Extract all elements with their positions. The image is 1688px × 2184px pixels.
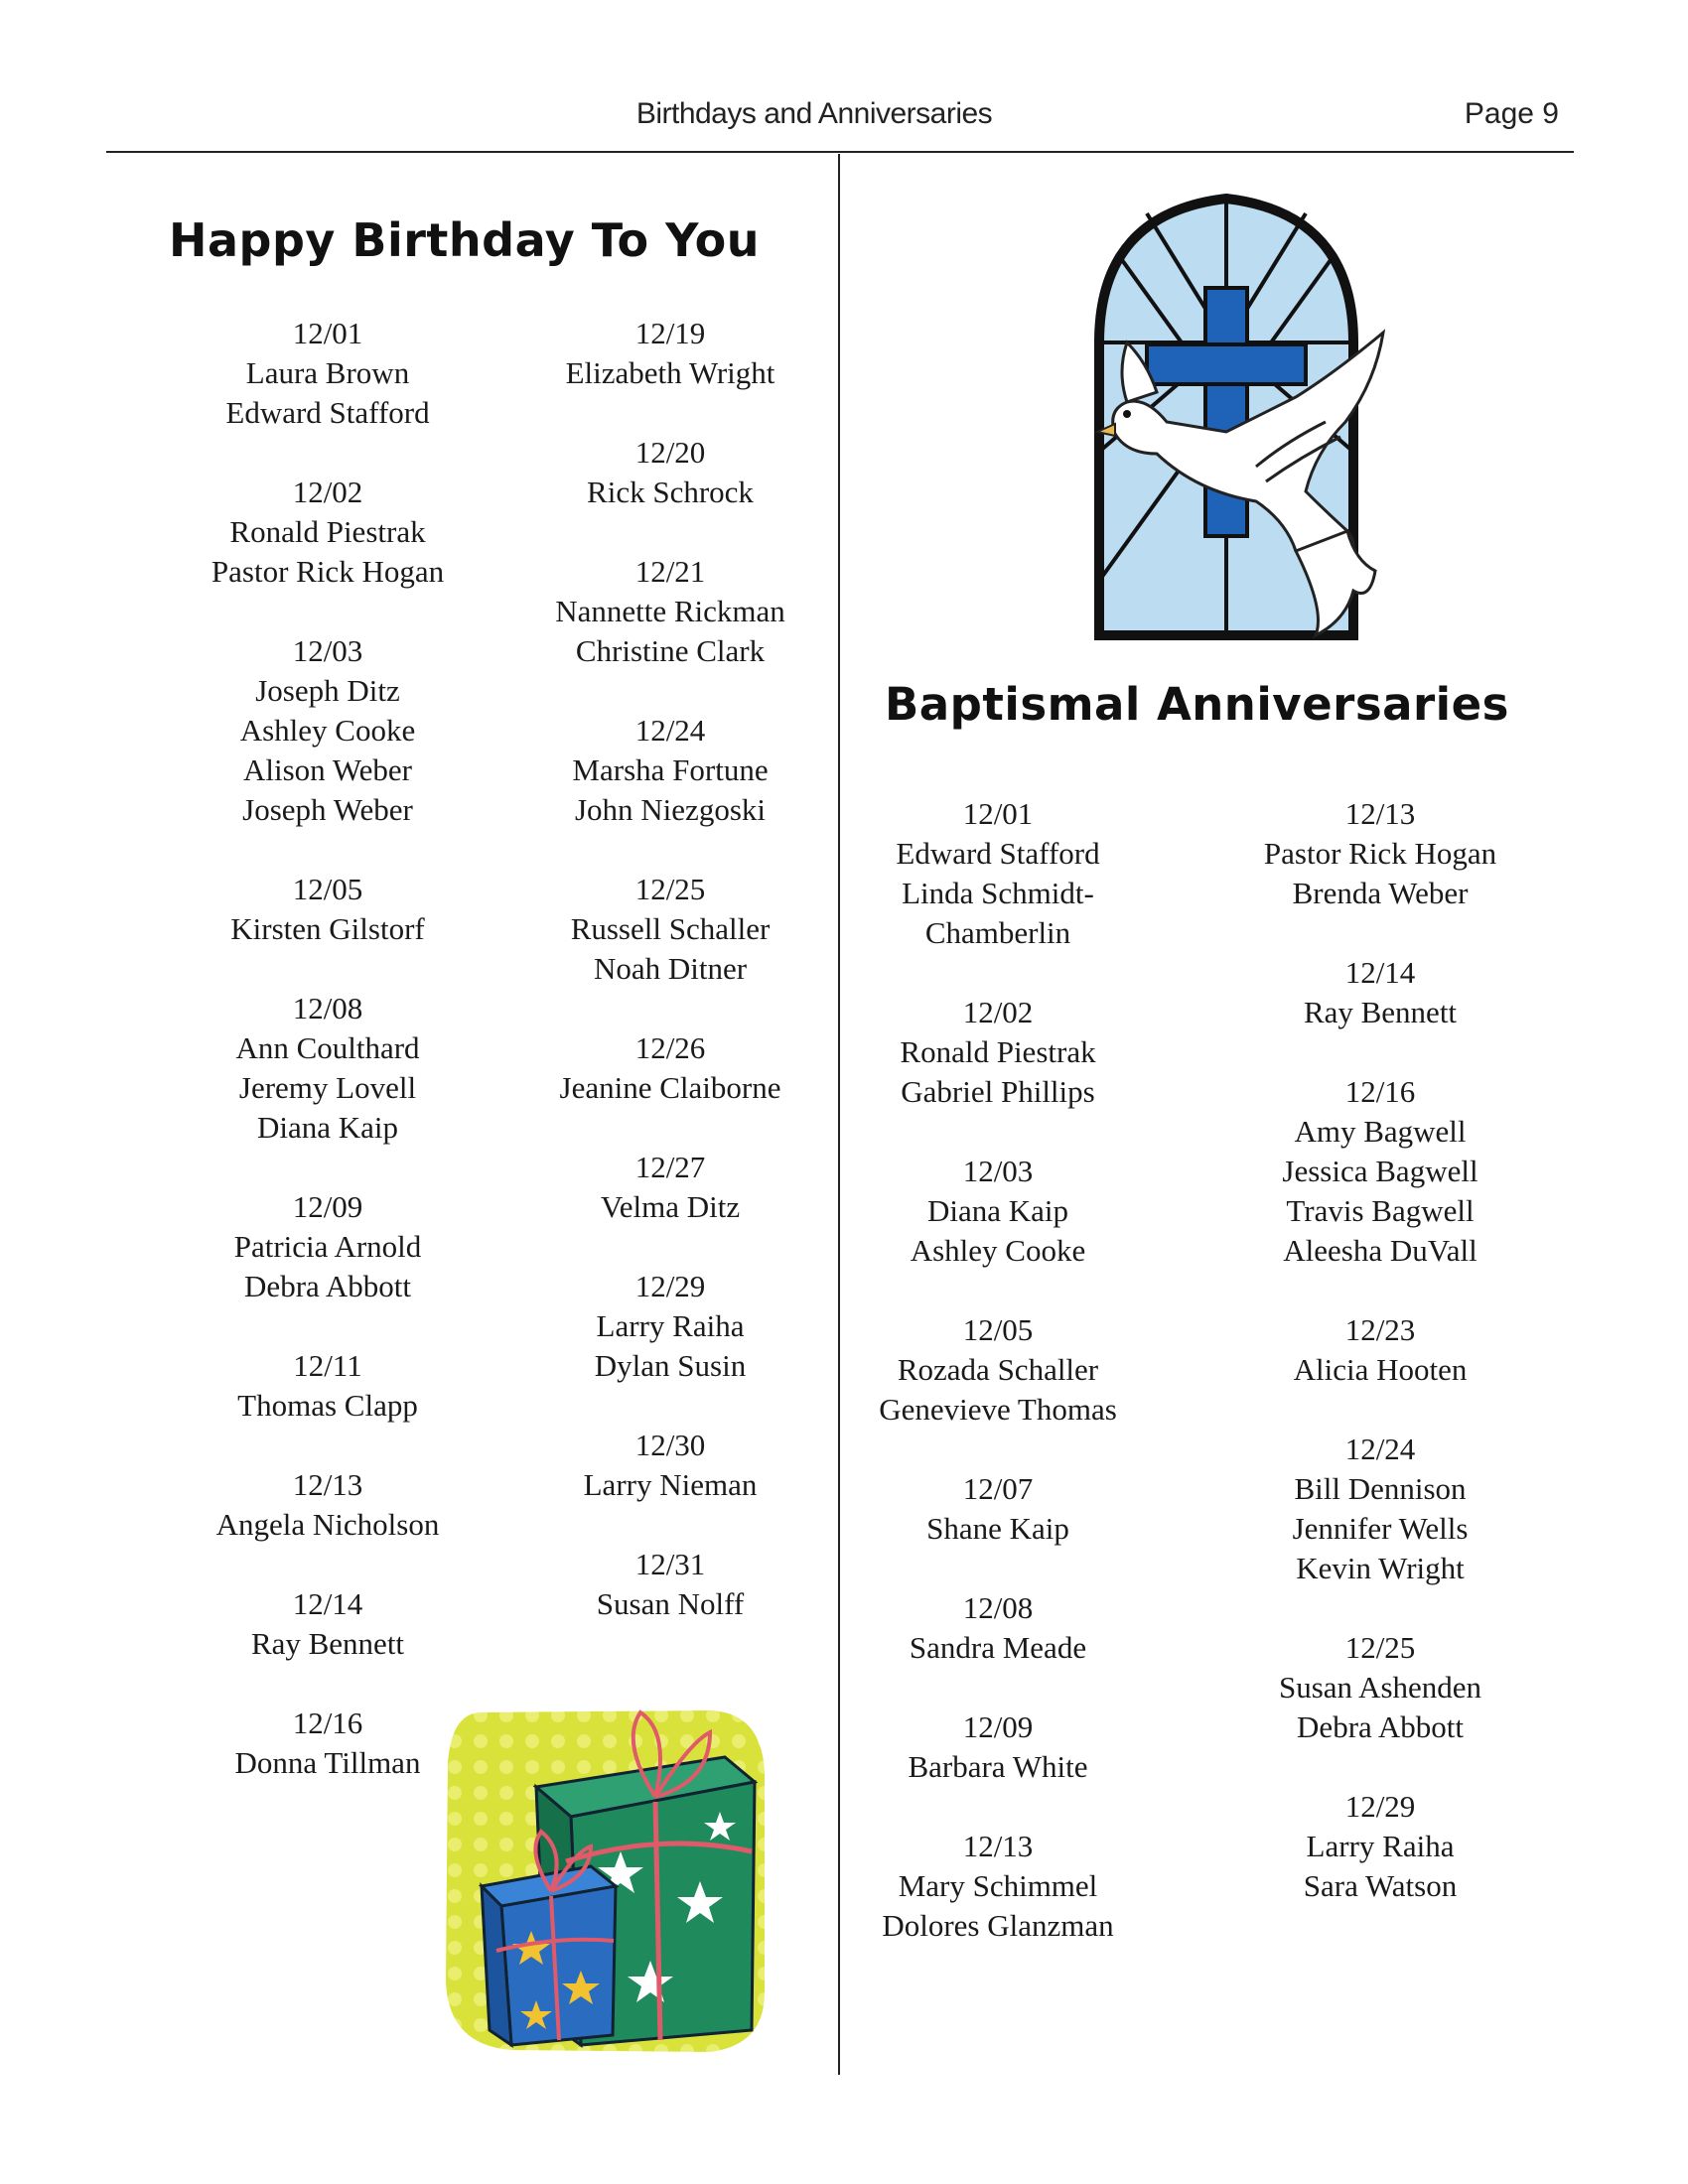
- list-item: [854, 1707, 1142, 1787]
- list-item: [854, 794, 1142, 953]
- stained-glass-cross-dove-icon: [1087, 194, 1385, 650]
- entry-date: 12/02: [962, 995, 1034, 1029]
- entry-name: Elizabeth Wright: [565, 355, 775, 390]
- entry-date: 12/14: [292, 1586, 363, 1621]
- list-item: [516, 1545, 824, 1624]
- entry-name: Laura Brown: [245, 355, 410, 390]
- entry-name: Larry Nieman: [583, 1467, 758, 1502]
- list-item: [174, 1584, 482, 1664]
- list-item: [516, 1028, 824, 1108]
- list-item: [516, 314, 824, 393]
- entry-name: Susan Ashenden: [1278, 1670, 1482, 1705]
- gift-boxes-icon: [442, 1703, 770, 2060]
- entry-date: 12/23: [1344, 1312, 1416, 1347]
- list-item: [854, 993, 1142, 1112]
- entry-date: 12/07: [962, 1471, 1034, 1506]
- entry-date: 12/03: [962, 1154, 1034, 1188]
- entry-date: 12/25: [634, 872, 706, 906]
- entry-date: 12/13: [292, 1467, 363, 1502]
- list-item: [174, 1187, 482, 1306]
- entry-date: 12/08: [292, 991, 363, 1025]
- entry-name: Ann Coulthard: [235, 1030, 420, 1065]
- list-item: [1231, 794, 1529, 913]
- column-divider: [838, 154, 840, 2075]
- entry-name: Jennifer Wells: [1292, 1511, 1469, 1546]
- entry-date: 12/13: [962, 1829, 1034, 1863]
- entry-name: Chamberlin: [924, 915, 1071, 950]
- list-item: [516, 433, 824, 512]
- entry-name: Ronald Piestrak: [900, 1034, 1096, 1069]
- list-item: [1231, 1072, 1529, 1271]
- baptismal-heading: Baptismal Anniversaries: [885, 678, 1509, 731]
- entry-name: Barbara White: [908, 1749, 1088, 1784]
- entry-name: Noah Ditner: [593, 951, 748, 986]
- list-item: [516, 711, 824, 830]
- entry-date: 12/30: [634, 1428, 706, 1462]
- entry-date: 12/29: [1344, 1789, 1416, 1824]
- list-item: [1231, 1430, 1529, 1588]
- entry-name: Mary Schimmel: [898, 1868, 1098, 1903]
- entry-name: Rozada Schaller: [897, 1352, 1099, 1387]
- entry-name: Genevieve Thomas: [879, 1392, 1117, 1427]
- entry-date: 12/01: [292, 316, 363, 350]
- page-header-title: Birthdays and Anniversaries: [635, 97, 993, 130]
- entry-date: 12/16: [1344, 1074, 1416, 1109]
- entry-name: Patricia Arnold: [233, 1229, 422, 1264]
- entry-name: Ashley Cooke: [239, 713, 416, 748]
- list-item: [1231, 953, 1529, 1032]
- entry-date: 12/31: [634, 1547, 706, 1581]
- entry-name: Brenda Weber: [1292, 876, 1469, 910]
- list-item: [174, 870, 482, 949]
- entry-date: 12/01: [962, 796, 1034, 831]
- baptismal-list-left: [854, 794, 1142, 1985]
- list-item: [1231, 1310, 1529, 1390]
- list-item: [854, 1152, 1142, 1271]
- entry-name: Edward Stafford: [896, 836, 1100, 871]
- entry-name: Kirsten Gilstorf: [230, 911, 425, 946]
- list-item: [854, 1827, 1142, 1946]
- entry-name: Joseph Weber: [242, 792, 413, 827]
- list-item: [174, 1346, 482, 1426]
- page-number: Page 9: [1464, 97, 1559, 130]
- entry-name: Ray Bennett: [250, 1626, 405, 1661]
- birthday-heading: Happy Birthday To You: [169, 213, 761, 267]
- entry-name: Rick Schrock: [587, 475, 754, 509]
- entry-name: Kevin Wright: [1296, 1551, 1465, 1585]
- entry-date: 12/19: [634, 316, 706, 350]
- entry-name: Ashley Cooke: [910, 1233, 1086, 1268]
- entry-name: Joseph Ditz: [255, 673, 400, 708]
- entry-name: Jeremy Lovell: [238, 1070, 417, 1105]
- entry-date: 12/27: [634, 1150, 706, 1184]
- entry-date: 12/08: [962, 1590, 1034, 1625]
- entry-date: 12/24: [634, 713, 706, 748]
- entry-name: Thomas Clapp: [237, 1388, 418, 1423]
- entry-date: 12/09: [292, 1189, 363, 1224]
- list-item: [1231, 1628, 1529, 1747]
- entry-date: 12/11: [293, 1348, 362, 1383]
- list-item: [854, 1469, 1142, 1549]
- entry-name: Larry Raiha: [1306, 1829, 1455, 1863]
- list-item: [516, 552, 824, 671]
- entry-date: 12/29: [634, 1269, 706, 1303]
- entry-name: Diana Kaip: [926, 1193, 1069, 1228]
- entry-date: 12/03: [292, 633, 363, 668]
- birthday-list-left: [174, 314, 482, 1823]
- list-item: [1231, 1787, 1529, 1906]
- entry-name: Sandra Meade: [909, 1630, 1087, 1665]
- entry-name: Jessica Bagwell: [1282, 1154, 1478, 1188]
- entry-date: 12/09: [962, 1709, 1034, 1744]
- birthday-list-right: [516, 314, 824, 1664]
- list-item: [516, 1148, 824, 1227]
- entry-name: Nannette Rickman: [555, 594, 785, 628]
- entry-date: 12/21: [634, 554, 706, 589]
- list-item: [174, 314, 482, 433]
- entry-date: 12/05: [292, 872, 363, 906]
- entry-name: Christine Clark: [575, 633, 766, 668]
- entry-name: Ray Bennett: [1303, 995, 1458, 1029]
- entry-name: Alison Weber: [243, 752, 412, 787]
- entry-name: Larry Raiha: [596, 1308, 745, 1343]
- entry-name: Ronald Piestrak: [229, 514, 426, 549]
- entry-name: Angela Nicholson: [215, 1507, 440, 1542]
- entry-name: Bill Dennison: [1294, 1471, 1467, 1506]
- entry-name: Velma Ditz: [600, 1189, 741, 1224]
- list-item: [854, 1588, 1142, 1668]
- entry-name: John Niezgoski: [574, 792, 766, 827]
- entry-date: 12/16: [292, 1706, 363, 1740]
- entry-name: Russell Schaller: [570, 911, 771, 946]
- list-item: [174, 631, 482, 830]
- entry-name: Alicia Hooten: [1293, 1352, 1468, 1387]
- entry-name: Dylan Susin: [594, 1348, 747, 1383]
- entry-name: Shane Kaip: [926, 1511, 1069, 1546]
- entry-name: Debra Abbott: [1297, 1709, 1464, 1744]
- entry-name: Amy Bagwell: [1294, 1114, 1467, 1149]
- entry-name: Dolores Glanzman: [882, 1908, 1114, 1943]
- entry-name: Debra Abbott: [244, 1269, 411, 1303]
- entry-name: Edward Stafford: [225, 395, 430, 430]
- entry-name: Gabriel Phillips: [901, 1074, 1095, 1109]
- entry-name: Diana Kaip: [256, 1110, 399, 1145]
- entry-date: 12/25: [1344, 1630, 1416, 1665]
- entry-name: Susan Nolff: [596, 1586, 745, 1621]
- entry-name: Pastor Rick Hogan: [1263, 836, 1497, 871]
- entry-name: Pastor Rick Hogan: [211, 554, 445, 589]
- entry-date: 12/24: [1344, 1432, 1416, 1466]
- entry-name: Donna Tillman: [234, 1745, 421, 1780]
- baptismal-list-right: [1231, 794, 1529, 1946]
- entry-date: 12/20: [634, 435, 706, 470]
- list-item: [854, 1310, 1142, 1430]
- entry-name: Linda Schmidt-: [902, 876, 1094, 910]
- entry-date: 12/02: [292, 475, 363, 509]
- entry-name: Marsha Fortune: [572, 752, 769, 787]
- list-item: [174, 989, 482, 1148]
- entry-date: 12/05: [962, 1312, 1034, 1347]
- entry-name: Travis Bagwell: [1286, 1193, 1475, 1228]
- list-item: [174, 473, 482, 592]
- list-item: [516, 870, 824, 989]
- list-item: [174, 1465, 482, 1545]
- entry-date: 12/13: [1344, 796, 1416, 831]
- list-item: [174, 1704, 482, 1783]
- list-item: [516, 1267, 824, 1386]
- entry-name: Aleesha DuVall: [1283, 1233, 1477, 1268]
- list-item: [516, 1426, 824, 1505]
- entry-name: Jeanine Claiborne: [559, 1070, 781, 1105]
- entry-date: 12/14: [1344, 955, 1416, 990]
- header-divider: [106, 151, 1574, 153]
- entry-name: Sara Watson: [1303, 1868, 1458, 1903]
- entry-date: 12/26: [634, 1030, 706, 1065]
